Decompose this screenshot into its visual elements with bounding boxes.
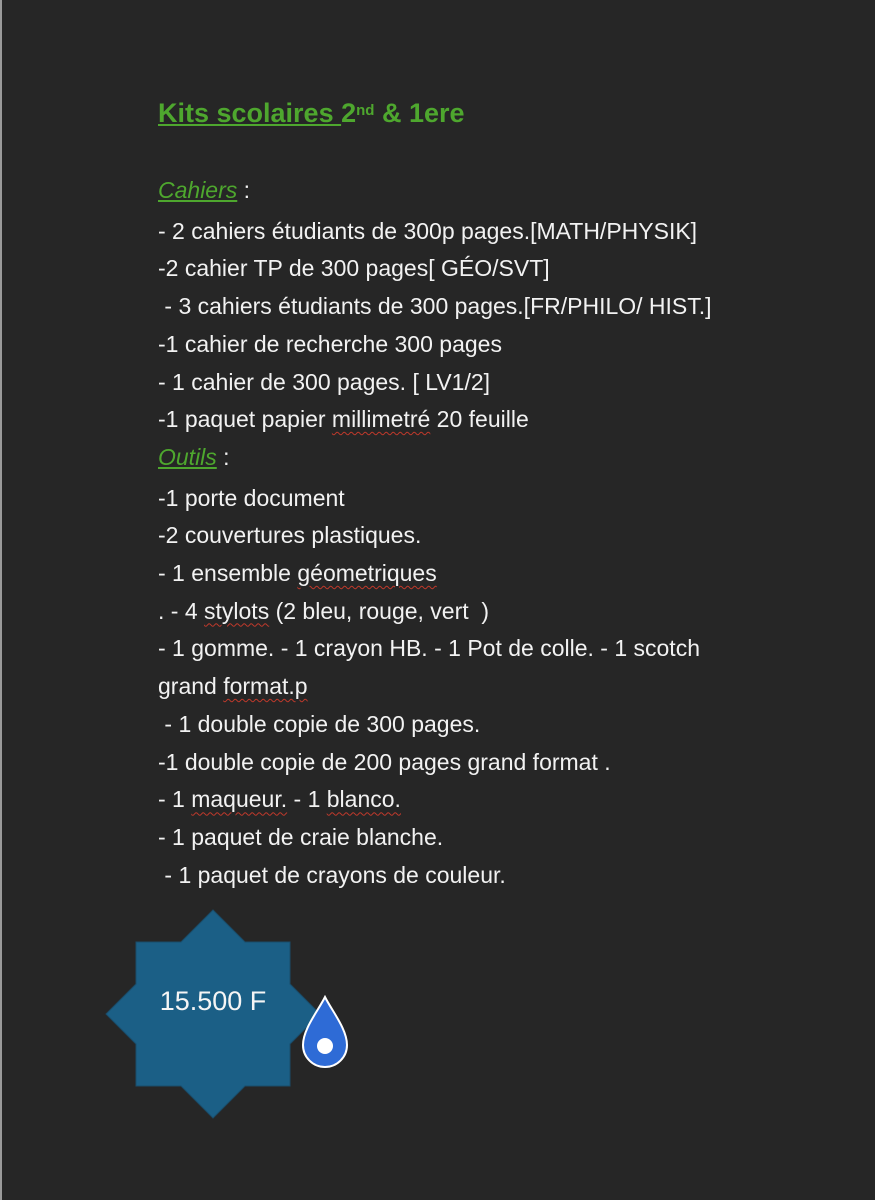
title-rest: & 1ere [374,98,465,128]
section-heading-cahiers: Cahiers : [158,177,251,203]
section-heading-outils: Outils : [158,443,230,470]
section-label: Cahiers [158,177,238,203]
list-item: - 1 paquet de crayons de couleur. [158,861,506,888]
section-label: Outils [158,443,217,470]
list-item: -1 paquet papier millimetré 20 feuille [158,406,529,433]
spellcheck-word: blanco. [326,786,401,813]
list-item: -2 couvertures plastiques. [158,522,422,549]
spellcheck-word: géometriques [297,560,437,587]
price-value: 15.500 F [159,986,267,1016]
title-main: Kits scolaires [158,98,342,128]
page-title [158,95,838,131]
list-item: -1 double copie de 200 pages grand format . [158,748,611,775]
spellcheck-word: maqueur. [191,786,288,813]
list-item: -1 cahier de recherche 300 pages [158,330,502,357]
page-edge [0,0,2,1200]
title-grade: 2 [341,98,357,128]
list-item: -2 cahier TP de 300 pages[ GÉO/SVT] [158,255,550,282]
list-item: - 1 cahier de 300 pages. [ LV1/2] [158,368,491,395]
list-item: - 1 gomme. - 1 crayon HB. - 1 Pot de colle. - 1 scotch [158,635,700,662]
list-item: - 1 double copie de 300 pages. [158,710,481,737]
spellcheck-word: format.p [223,673,308,700]
list-item: - 3 cahiers étudiants de 300 pages.[FR/PHILO/ HIST.] [158,293,712,320]
spellcheck-word: millimetré [331,406,431,433]
document-page [158,95,838,894]
list-item: -1 porte document [158,484,345,511]
list-item: - 2 cahiers étudiants de 300p pages.[MATH/PHYSIK] [158,217,698,244]
spellcheck-word: stylots [204,597,270,624]
water-drop-pin-icon [300,995,350,1071]
list-item: - 1 maqueur. - 1 blanco. [158,786,401,813]
title-superscript: nd [356,102,375,119]
list-item: . - 4 stylots (2 bleu, rouge, vert ) [158,597,490,624]
list-item: grand format.p [158,673,308,700]
list-item: - 1 paquet de craie blanche. [158,823,444,850]
list-item: - 1 ensemble géometriques [158,560,437,587]
price-badge [104,908,322,1120]
